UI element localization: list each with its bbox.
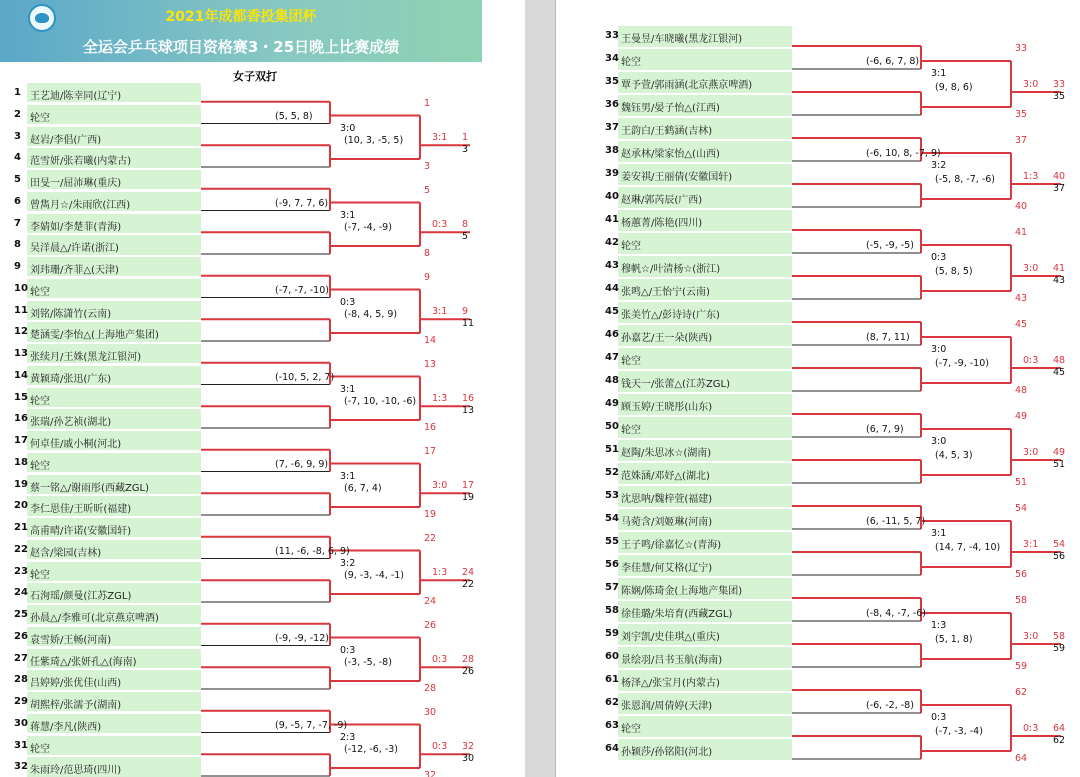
eliminated-seed: 11	[462, 318, 475, 330]
entry-name: 袁雪娇/王畅(河南)	[30, 634, 112, 646]
match-result: 0:3	[1023, 723, 1039, 734]
seed-number: 45	[605, 306, 619, 317]
lower-winner-seed: 43	[1015, 293, 1028, 304]
entry-name: 马菀含/刘姬琳(河南)	[621, 517, 713, 528]
entry-name: 李仁思佳/王昕昕(福建)	[30, 504, 132, 516]
first-round-scores: (6, 7, 9)	[866, 424, 904, 435]
entry-row	[27, 279, 201, 298]
entry-row	[618, 716, 792, 737]
match-scores: (-8, 4, 5, 9)	[344, 309, 398, 321]
entry-name: 范雪妍/张若曦(内蒙古)	[30, 156, 132, 168]
upper-winner-seed: 54	[1015, 503, 1028, 514]
seed-number: 38	[605, 145, 619, 156]
seed-number: 51	[605, 444, 619, 455]
first-round-result: 3:2	[340, 557, 356, 569]
advancing-seed: 49	[1053, 447, 1066, 458]
entry-name: 景绘羽/吕书玉航(海南)	[621, 655, 723, 666]
entry-name: 赵岩/李倡(广西)	[30, 134, 102, 146]
entry-name: 轮空	[621, 241, 641, 252]
first-round-scores: (6, -11, 5, 7)	[866, 516, 926, 527]
seed-number: 31	[14, 739, 28, 751]
seed-number: 17	[14, 435, 28, 446]
upper-winner-seed: 13	[424, 358, 437, 370]
entry-name: 赵承林/梁家怡△(山西)	[621, 149, 720, 160]
first-round-scores: (-9, 7, 7, 6)	[275, 197, 329, 209]
advancing-seed: 17	[462, 480, 475, 492]
advancing-seed: 54	[1053, 539, 1066, 550]
entry-name: 轮空	[30, 286, 50, 298]
entry-name: 沈思呐/魏梓萱(福建)	[621, 494, 713, 505]
match-result: 0:3	[432, 219, 448, 231]
advancing-seed: 58	[1053, 631, 1066, 642]
seed-number: 60	[605, 651, 619, 662]
entry-name: 杨蕙菁/陈艳(四川)	[621, 218, 703, 229]
upper-winner-seed: 62	[1015, 687, 1028, 698]
lower-winner-seed: 48	[1015, 385, 1028, 396]
seed-number: 5	[14, 174, 21, 185]
entry-name: 钱天一/张蕾△(江苏ZGL)	[621, 379, 731, 390]
entry-name: 轮空	[30, 460, 50, 472]
entry-name: 杨泽△/张宝月(内蒙古)	[621, 678, 720, 689]
seed-number: 15	[14, 391, 28, 403]
match-result: 0:3	[1023, 355, 1039, 366]
entry-name: 朱雨玲/范思琦(四川)	[30, 765, 122, 777]
first-round-result: 1:3	[931, 620, 947, 631]
upper-winner-seed: 9	[424, 271, 431, 283]
seed-number: 46	[605, 329, 619, 340]
event-title: 女子双打	[233, 70, 277, 83]
entry-name: 高甫晴/许诺(安徽国轩)	[30, 526, 132, 537]
first-round-scores: (-5, -9, -5)	[866, 240, 914, 251]
entry-name: 王韵白/王鹤涵(吉林)	[621, 126, 713, 137]
match-scores: (10, 3, -5, 5)	[344, 135, 404, 147]
lower-winner-seed: 14	[424, 335, 437, 346]
seed-number: 44	[605, 283, 619, 294]
eliminated-seed: 35	[1053, 91, 1066, 102]
right-bracket-page	[555, 0, 1080, 777]
entry-name: 任紫琦△/张妍孔△(海南)	[30, 656, 137, 668]
eliminated-seed: 62	[1053, 735, 1066, 746]
upper-winner-seed: 41	[1015, 227, 1028, 238]
eliminated-seed: 19	[462, 492, 475, 504]
match-result: 3:0	[1023, 79, 1039, 90]
match-result: 3:1	[1023, 539, 1039, 550]
entry-name: 魏钰男/晏子怡△(江西)	[621, 103, 720, 114]
lower-winner-seed: 28	[424, 683, 437, 694]
match-result: 3:1	[432, 306, 448, 318]
entry-name: 轮空	[621, 356, 641, 367]
match-result: 3:0	[432, 480, 448, 492]
seed-number: 54	[605, 513, 619, 524]
seed-number: 58	[605, 605, 619, 616]
upper-winner-seed: 45	[1015, 319, 1028, 330]
first-round-result: 0:3	[340, 644, 356, 656]
entry-name: 张恩润/周倩婷(天津)	[621, 701, 713, 712]
match-result: 1:3	[432, 393, 448, 405]
lower-winner-seed: 3	[424, 161, 431, 172]
seed-number: 9	[14, 261, 21, 272]
first-round-scores: (-7, -7, -10)	[275, 284, 329, 296]
seed-number: 62	[605, 697, 619, 708]
seed-number: 16	[14, 413, 28, 425]
entry-name: 张美竹△/彭诗诗(广东)	[621, 310, 720, 321]
eliminated-seed: 45	[1053, 367, 1066, 378]
match-scores: (14, 7, -4, 10)	[935, 542, 1001, 553]
entry-name: 穆帆☆/叶清杨☆(浙江)	[621, 264, 721, 275]
seed-number: 1	[14, 87, 21, 98]
seed-number: 26	[14, 630, 28, 642]
entry-name: 刘宇凯/史佳琪△(重庆)	[621, 632, 720, 643]
entry-row	[618, 49, 792, 70]
entry-name: 轮空	[30, 743, 50, 755]
match-scores: (-7, -9, -10)	[935, 358, 989, 369]
seed-number: 37	[605, 122, 619, 133]
entry-name: 轮空	[30, 569, 50, 581]
match-result: 3:0	[1023, 263, 1039, 274]
eliminated-seed: 51	[1053, 459, 1066, 470]
match-result: 3:0	[1023, 631, 1039, 642]
advancing-seed: 24	[462, 567, 475, 579]
seed-number: 56	[605, 559, 619, 570]
seed-number: 10	[14, 282, 28, 294]
entry-name: 姜安祺/王丽倩(安徽国轩)	[621, 172, 733, 183]
seed-number: 36	[605, 99, 619, 110]
page-subtitle: 全运会乒乓球项目资格赛3・25日晚上比赛成绩	[82, 38, 400, 56]
entry-name: 覃予萱/郭雨涵(北京燕京啤酒)	[621, 80, 753, 91]
first-round-scores: (11, -6, -8, 6, 9)	[275, 545, 350, 557]
eliminated-seed: 3	[462, 144, 469, 156]
first-round-result: 3:1	[931, 68, 947, 79]
entry-name: 孙晨△/李雅可(北京燕京啤酒)	[30, 613, 159, 624]
entry-name: 张续月/王姝(黑龙江银河)	[30, 352, 142, 363]
left-bracket-page	[0, 0, 525, 777]
lower-winner-seed: 24	[424, 596, 437, 607]
lower-winner-seed: 51	[1015, 477, 1028, 488]
lower-winner-seed: 40	[1015, 201, 1028, 212]
seed-number: 43	[605, 260, 619, 271]
lower-winner-seed: 35	[1015, 109, 1028, 120]
eliminated-seed: 5	[462, 231, 469, 243]
first-round-result: 3:1	[340, 209, 356, 221]
seed-number: 21	[14, 522, 28, 533]
lower-winner-seed: 8	[424, 248, 431, 259]
entry-name: 何卓佳/戚小桐(河北)	[30, 439, 122, 450]
first-round-result: 0:3	[931, 712, 947, 723]
seed-number: 61	[605, 674, 619, 685]
advancing-seed: 40	[1053, 171, 1066, 182]
seed-number: 32	[14, 761, 28, 773]
first-round-result: 3:0	[931, 344, 947, 355]
entry-row	[27, 736, 201, 755]
seed-number: 63	[605, 720, 619, 731]
entry-row	[27, 388, 201, 407]
seed-number: 18	[14, 456, 28, 468]
seed-number: 12	[14, 326, 28, 338]
first-round-scores: (7, -6, 9, 9)	[275, 458, 329, 470]
entry-row	[618, 417, 792, 438]
upper-winner-seed: 1	[424, 97, 431, 109]
match-result: 0:3	[432, 741, 448, 753]
seed-number: 27	[14, 652, 28, 664]
entry-name: 蒋慧/李凡(陕西)	[30, 721, 102, 733]
match-scores: (-7, -3, -4)	[935, 726, 983, 737]
entry-name: 轮空	[30, 112, 50, 124]
seed-number: 13	[14, 348, 28, 359]
entry-name: 王艺迪/陈幸同(辽宁)	[30, 91, 122, 102]
eliminated-seed: 43	[1053, 275, 1066, 286]
seed-number: 7	[14, 217, 21, 229]
seed-number: 47	[605, 352, 619, 363]
seed-number: 4	[14, 152, 21, 164]
entry-name: 吕婷婷/张优佳(山西)	[30, 678, 122, 690]
seed-number: 50	[605, 421, 619, 432]
match-result: 1:3	[1023, 171, 1039, 182]
entry-name: 张鸣△/王怡宁(云南)	[621, 287, 710, 298]
seed-number: 40	[605, 191, 619, 202]
entry-name: 石洵瑶/颜曼(江苏ZGL)	[30, 591, 132, 603]
advancing-seed: 32	[462, 741, 475, 753]
match-scores: (9, -3, -4, -1)	[344, 570, 404, 582]
upper-winner-seed: 33	[1015, 43, 1028, 54]
match-scores: (5, 8, 5)	[935, 266, 973, 277]
entry-row	[27, 562, 201, 581]
entry-name: 张瑞/孙艺祯(湖北)	[30, 417, 112, 429]
entry-name: 李婧如/李楚菲(青海)	[30, 221, 122, 233]
eliminated-seed: 26	[462, 666, 475, 678]
eliminated-seed: 37	[1053, 183, 1066, 194]
first-round-result: 3:1	[931, 528, 947, 539]
first-round-scores: (-6, 10, 8, -7, 9)	[866, 148, 941, 159]
match-scores: (-7, -4, -9)	[344, 222, 392, 234]
match-scores: (-12, -6, -3)	[344, 744, 398, 756]
entry-name: 轮空	[621, 425, 641, 436]
upper-winner-seed: 37	[1015, 135, 1028, 146]
first-round-result: 3:0	[931, 436, 947, 447]
entry-name: 黄颖琦/张迅(广东)	[30, 373, 112, 385]
first-round-scores: (-9, -9, -12)	[275, 632, 329, 644]
seed-number: 33	[605, 30, 619, 41]
seed-number: 23	[14, 565, 28, 577]
entry-name: 刘玮珊/齐菲△(天津)	[30, 265, 119, 276]
lower-winner-seed: 32	[424, 770, 437, 777]
seed-number: 25	[14, 609, 28, 620]
entry-name: 胡熙梓/张濡予(湖南)	[30, 700, 122, 711]
entry-name: 刘铭/陈潇竹(云南)	[30, 308, 112, 320]
match-scores: (-7, 10, -10, -6)	[344, 396, 417, 408]
seed-number: 57	[605, 582, 619, 593]
eliminated-seed: 13	[462, 405, 475, 417]
entry-name: 轮空	[621, 57, 641, 68]
upper-winner-seed: 26	[424, 619, 437, 631]
entry-name: 轮空	[621, 724, 641, 735]
first-round-scores: (8, 7, 11)	[866, 332, 910, 343]
entry-name: 蔡一铭△/谢雨彤(西藏ZGL)	[30, 482, 150, 494]
lower-winner-seed: 16	[424, 422, 437, 433]
entry-row	[27, 453, 201, 472]
eliminated-seed: 56	[1053, 551, 1066, 562]
entry-name: 李佳慧/何艾格(辽宁)	[621, 563, 713, 574]
entry-name: 顾玉婷/王晓彤(山东)	[621, 402, 713, 413]
entry-name: 曾雋月☆/朱雨欣(江西)	[30, 199, 131, 211]
lower-winner-seed: 59	[1015, 661, 1028, 672]
lower-winner-seed: 19	[424, 509, 437, 520]
advancing-seed: 64	[1053, 723, 1066, 734]
entry-name: 徐佳璐/朱培育(西藏ZGL)	[621, 609, 733, 620]
upper-winner-seed: 5	[424, 184, 431, 196]
match-result: 0:3	[432, 654, 448, 666]
first-round-scores: (9, -5, 7, -7, -9)	[275, 719, 348, 731]
advancing-seed: 16	[462, 393, 475, 405]
seed-number: 55	[605, 536, 619, 547]
seed-number: 3	[14, 130, 21, 142]
entry-row	[618, 348, 792, 369]
entry-name: 赵琳/郭芮辰(广西)	[621, 195, 703, 206]
seed-number: 59	[605, 628, 619, 639]
entry-row	[618, 233, 792, 254]
first-round-scores: (-6, 6, 7, 8)	[866, 56, 920, 67]
first-round-result: 3:2	[931, 160, 947, 171]
seed-number: 34	[605, 53, 619, 64]
match-result: 1:3	[432, 567, 448, 579]
seed-number: 30	[14, 717, 28, 729]
entry-name: 王子鸣/徐嘉忆☆(青海)	[621, 540, 722, 551]
entry-name: 吴洋晨△/许诺(浙江)	[30, 243, 119, 255]
entry-name: 孙颖莎/孙铭阳(河北)	[621, 747, 713, 758]
eliminated-seed: 30	[462, 753, 475, 765]
entry-name: 赵陶/朱思冰☆(湖南)	[621, 448, 712, 459]
first-round-result: 3:0	[340, 122, 356, 134]
upper-winner-seed: 30	[424, 706, 437, 718]
seed-number: 42	[605, 237, 619, 248]
seed-number: 29	[14, 696, 28, 707]
seed-number: 6	[14, 195, 21, 207]
entry-name: 赵含/梁园(吉林)	[30, 547, 102, 559]
first-round-result: 0:3	[931, 252, 947, 263]
page-title: 2021年成都香投集团杯	[165, 9, 317, 25]
match-scores: (-3, -5, -8)	[344, 657, 392, 669]
first-round-result: 2:3	[340, 731, 356, 743]
advancing-seed: 41	[1053, 263, 1066, 274]
seed-number: 11	[14, 304, 28, 316]
seed-number: 14	[14, 369, 28, 381]
match-scores: (4, 5, 3)	[935, 450, 973, 461]
first-round-scores: (-8, 4, -7, -6)	[866, 608, 926, 619]
match-scores: (6, 7, 4)	[344, 483, 382, 495]
seed-number: 53	[605, 490, 619, 501]
seed-number: 48	[605, 375, 619, 386]
first-round-scores: (-10, 5, 2, 7)	[275, 371, 335, 383]
first-round-scores: (5, 5, 8)	[275, 110, 313, 122]
seed-number: 52	[605, 467, 619, 478]
lower-winner-seed: 64	[1015, 753, 1028, 764]
first-round-result: 3:1	[340, 470, 356, 482]
advancing-seed: 48	[1053, 355, 1066, 366]
seed-number: 8	[14, 239, 21, 251]
first-round-scores: (-6, -2, -8)	[866, 700, 914, 711]
match-scores: (-5, 8, -7, -6)	[935, 174, 995, 185]
entry-name: 田旻一/屈沛琳(重庆)	[30, 178, 122, 189]
seed-number: 22	[14, 543, 28, 555]
entry-name: 楚涵雯/李怡△(上海地产集团)	[30, 330, 159, 342]
entry-name: 王曼昱/车晓曦(黑龙江银河)	[621, 34, 743, 45]
seed-number: 41	[605, 214, 619, 225]
seed-number: 20	[14, 500, 28, 512]
match-result: 3:0	[1023, 447, 1039, 458]
seed-number: 19	[14, 478, 28, 490]
advancing-seed: 33	[1053, 79, 1066, 90]
upper-winner-seed: 58	[1015, 595, 1028, 606]
entry-name: 孙嘉艺/王一朵(陕西)	[621, 333, 713, 344]
seed-number: 28	[14, 674, 28, 686]
entry-name: 陈娴/陈琦金(上海地产集团)	[621, 586, 743, 597]
seed-number: 49	[605, 398, 619, 409]
seed-number: 35	[605, 76, 619, 87]
upper-winner-seed: 49	[1015, 411, 1028, 422]
match-result: 3:1	[432, 132, 448, 144]
advancing-seed: 9	[462, 306, 469, 318]
advancing-seed: 1	[462, 132, 469, 144]
match-scores: (9, 8, 6)	[935, 82, 973, 93]
lower-winner-seed: 56	[1015, 569, 1028, 580]
match-scores: (5, 1, 8)	[935, 634, 973, 645]
entry-row	[27, 105, 201, 124]
entry-name: 轮空	[30, 395, 50, 407]
upper-winner-seed: 22	[424, 532, 437, 544]
upper-winner-seed: 17	[424, 445, 437, 457]
first-round-result: 3:1	[340, 383, 356, 395]
advancing-seed: 28	[462, 654, 475, 666]
seed-number: 64	[605, 743, 619, 754]
eliminated-seed: 59	[1053, 643, 1066, 654]
seed-number: 24	[14, 587, 28, 599]
seed-number: 39	[605, 168, 619, 179]
entry-name: 范姝涵/邓妤△(湖北)	[621, 471, 710, 482]
seed-number: 2	[14, 108, 21, 120]
first-round-result: 0:3	[340, 296, 356, 308]
eliminated-seed: 22	[462, 579, 475, 591]
advancing-seed: 8	[462, 219, 469, 231]
